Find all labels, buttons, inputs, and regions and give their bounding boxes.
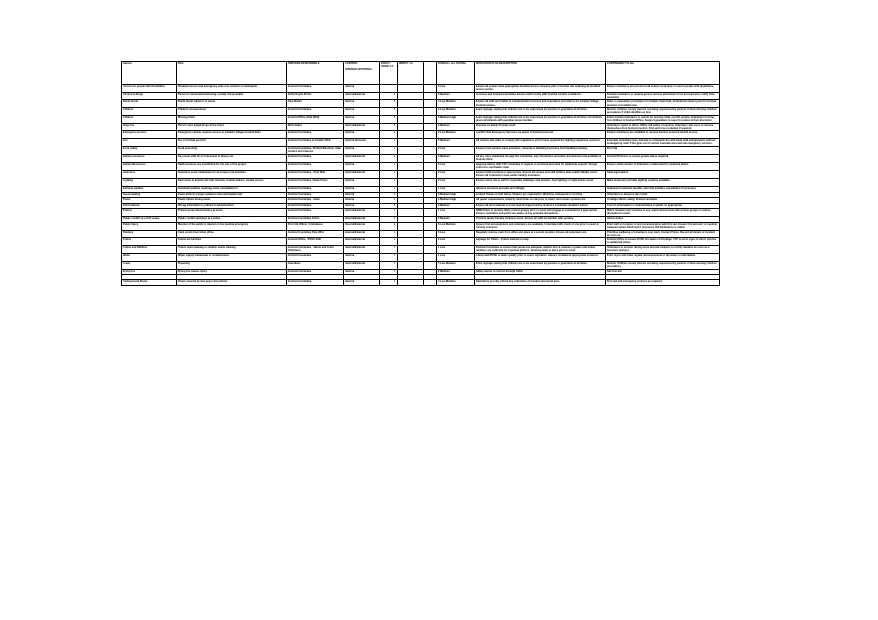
cell-risk: Fire in festival precinct [177, 139, 287, 147]
cell-risk: Wrong information is printed in advertisement [177, 203, 287, 209]
cell-impact [398, 100, 424, 107]
cell-control: Internal/External [344, 123, 380, 130]
cell-mitigation: Erect signage stating that children are to be supervised by parents or guardians at all times. [475, 262, 606, 269]
table-row [122, 155, 720, 163]
cell-contingency: Correct information is communicated to public as appropriate [606, 203, 720, 209]
cell-risk: Person is intoxicated and being socially irresponsible [177, 93, 287, 100]
table-row [122, 107, 720, 115]
cell-contingency: Erect signs and make regular announcements if tap water is undrinkable. [606, 254, 720, 262]
cell-overall-rating: 3 Low Medium [437, 107, 475, 115]
cell-likelihood: 1 [380, 139, 398, 147]
table-row [122, 163, 720, 171]
cell-persons-responsible: Festival Office (Pete Wild) [287, 115, 344, 123]
cell-contingency: Volunteers report to office. Office call police if required. Volunteers ask users to remove themselves from festival precinct. First aid to be contacted if required. [606, 123, 720, 130]
cell-spacer [424, 163, 437, 171]
cell-mitigation: NSW Police to monitor likely protest groups prior to event and engage in consultation if appropriate. Ensure committee and police are aware of any potential disruptions. [475, 209, 606, 217]
cell-risk: Toilets are blocked [177, 238, 287, 246]
cell-contingency: Volunteers to disperse the crowd. [606, 192, 720, 198]
cell-control: Internal/External [344, 246, 380, 254]
cell-persons-responsible: Festival Committee, Richard Bareham, Stall holders and Caterers [287, 147, 344, 155]
cell-contingency: Volunteers to monitor during event and ask cleaners to rectify situation as soon as it becomes obvious. [606, 246, 720, 254]
cell-contingency: Ensure small number of Volunteers unallocated for weekend duties. [606, 163, 720, 171]
cell-mitigation: Festival Committee to ensure that venue has adequate rubbish bins & cleaners in place and toilets numbers are sufficient for expected patrons. Cleaning team in place prior to event. [475, 246, 606, 254]
header-hazard: Hazard [122, 62, 177, 85]
cell-overall-rating: 1 Low [437, 254, 475, 262]
cell-hazard: Human resources [122, 155, 177, 163]
cell-persons-responsible: Festival Committee Pete Wild [287, 230, 344, 237]
cell-likelihood: 1 [380, 280, 398, 286]
cell-persons-responsible: Festival Committee [287, 163, 344, 171]
cell-spacer [424, 107, 437, 115]
cell-contingency: Seek legal advice. [606, 171, 720, 179]
cell-spacer [424, 115, 437, 123]
cell-risk: Emergency vehicle requires access to Candelo Village Festival Sites [177, 131, 287, 139]
cell-contingency: Make temporary portable lighting systems available. [606, 179, 720, 187]
cell-risk: Water supply inadequate or contaminated. [177, 254, 287, 262]
cell-persons-responsible: Festival Committee [287, 85, 344, 93]
cell-mitigation: Erect signage stating that children are to be supervised by parents or guardians at all times. All children given wristbands with guardian phone number [475, 115, 606, 123]
cell-spacer [424, 123, 437, 130]
cell-hazard: Children [122, 115, 177, 123]
cell-risk: Cash stolen from ticket office. [177, 230, 287, 237]
cell-impact [398, 131, 424, 139]
cell-persons-responsible: Festival Committee [287, 131, 344, 139]
cell-spacer [424, 93, 437, 100]
cell-control: Internal/External [344, 155, 380, 163]
cell-hazard: Underground Power [122, 280, 177, 286]
cell-overall-rating: 3 Medium High [437, 192, 475, 198]
cell-contingency: Match situation and continue in any useful discussions with protest groups to reduce disruption to event [606, 209, 720, 217]
cell-contingency: Monitor children closely that are not being supervised by parents. Follow missing children procedures if child identifies as lost. [606, 107, 720, 115]
cell-hazard: Public injury [122, 222, 177, 230]
cell-control: Internal [344, 163, 380, 171]
cell-contingency: Inform police [606, 217, 720, 223]
cell-likelihood [380, 85, 398, 93]
cell-persons-responsible: Festival Committee [287, 209, 344, 217]
table-row [122, 246, 720, 254]
cell-control: Internal [344, 85, 380, 93]
cell-contingency: Enlist festival volunteers to search for missing child, use PA system. Volunteers to bring lost children to Festival Office. Support guardians to report to police at their discretion. [606, 115, 720, 123]
cell-mitigation: Dial before you dig. Inform key volunteers of location and avoid area. [475, 280, 606, 286]
cell-persons-responsible: First Aid Officer / Ambulance [287, 222, 344, 230]
cell-mitigation: Ongoing liaison with CVF committee in regards to workload and need for additional support. Design event at a concluable scale. [475, 163, 606, 171]
cell-likelihood: 3 [380, 203, 398, 209]
cell-control: Internal [344, 269, 380, 275]
header-risk: Risk [177, 62, 287, 85]
cell-likelihood: 3 [380, 93, 398, 100]
cell-persons-responsible: Festival Committee [287, 269, 344, 275]
cell-overall-rating: 4 Low Medium [437, 280, 475, 286]
cell-overall-rating: 1 Low [437, 187, 475, 193]
cell-spacer [424, 230, 437, 237]
cell-risk: Public conflict develops at a venue [177, 217, 287, 223]
cell-risk: Bomb threat called in to venue [177, 100, 287, 107]
cell-likelihood: 1 [380, 163, 398, 171]
cell-control: Internal/External [344, 262, 380, 269]
cell-mitigation: Ensure entire site is well lit, especially walkways and hazards. Test lighting on night before event [475, 179, 606, 187]
cell-risk: Staff resources are insufficient for the size of the project [177, 163, 287, 171]
cell-risk: Power failure during event [177, 198, 287, 204]
cell-spacer [424, 246, 437, 254]
cell-spacer [424, 179, 437, 187]
header-mitigation: MITIGATION PLAN DESCRIPTION [475, 62, 606, 85]
cell-hazard: Fire [122, 139, 177, 147]
cell-hazard: Power [122, 198, 177, 204]
cell-likelihood: 1 [380, 254, 398, 262]
cell-mitigation: Ensure first aid equipment and volunteers are available. Undertake H&S check of site prior to event & remedy concerns. [475, 222, 606, 230]
cell-impact [398, 147, 424, 155]
cell-control: Internal [344, 147, 380, 155]
cell-spacer [424, 139, 437, 147]
cell-spacer [424, 280, 437, 286]
cell-persons-responsible: Emily Doyle/ Police [287, 93, 344, 100]
cell-hazard: Protest [122, 209, 177, 217]
cell-hazard: Toilets [122, 238, 177, 246]
cell-hazard: Overcrowding [122, 192, 177, 198]
cell-mitigation: Promote family friendly inclusive event. Ensure all staff are familiar with security [475, 217, 606, 223]
cell-hazard: Public conflict at a CVF venue [122, 217, 177, 223]
cell-persons-responsible: Festival Committee / Dean Purns [287, 179, 344, 187]
cell-likelihood: 2 [380, 198, 398, 204]
cell-hazard: Drag Use [122, 123, 177, 130]
table-row [122, 93, 720, 100]
table-row [122, 131, 720, 139]
table-row [122, 171, 720, 179]
cell-likelihood: 1 [380, 209, 398, 217]
cell-control: Internal [344, 198, 380, 204]
cell-hazard: Creek [122, 262, 177, 269]
cell-likelihood: 2 [380, 107, 398, 115]
cell-hazard: Water [122, 254, 177, 262]
table-row [122, 123, 720, 130]
header-likelihood: LIKELY- HOOD 1-5 [380, 62, 398, 85]
table-row [122, 179, 720, 187]
cell-overall-rating: 4 Low Medium [437, 100, 475, 107]
cell-persons-responsible: Festival Committee [287, 107, 344, 115]
cell-likelihood: 1 [380, 238, 398, 246]
cell-risk: Protest group demonstrates at event [177, 209, 287, 217]
table-row [122, 254, 720, 262]
cell-overall-rating: 2 Low [437, 147, 475, 155]
cell-overall-rating: 4 Medium [437, 155, 475, 163]
cell-likelihood: 1 [380, 187, 398, 193]
cell-spacer [424, 147, 437, 155]
cell-overall-rating: 2 Low [437, 171, 475, 179]
cell-mitigation: Observe forecasts and plan accordingly. [475, 187, 606, 193]
cell-impact [398, 222, 424, 230]
cell-overall-rating: 1 Low [437, 209, 475, 217]
cell-contingency: Prioritise wellbeing of volunteers over cash. Contact Police. Record all details of incident as soon as [606, 230, 720, 237]
cell-contingency: First aid and emergency services as required. [606, 280, 720, 286]
cell-risk: Dark areas in festival site hide hazards, trouble-makers, inmate access [177, 179, 287, 187]
cell-overall-rating: 3 Medium [437, 93, 475, 100]
cell-mitigation: Ensure food vendors have insurance. Volunteers handling food have food handling training. [475, 147, 606, 155]
cell-overall-rating: 3 Medium [437, 203, 475, 209]
cell-hazard: Children [122, 107, 177, 115]
table-row [122, 280, 720, 286]
cell-risk: Power severed by tent pegs/ star pickets [177, 280, 287, 286]
cell-control: Internal [344, 192, 380, 198]
cell-hazard: Robbery [122, 230, 177, 237]
cell-overall-rating: 3 Medium [437, 123, 475, 130]
cell-impact [398, 123, 424, 130]
header-spacer [424, 62, 437, 85]
cell-persons-responsible: Mick Oakes [287, 123, 344, 130]
cell-likelihood: 1 [380, 262, 398, 269]
cell-impact [398, 107, 424, 115]
cell-contingency: Implement inclement weather plan that includes cancellation if necessary [606, 187, 720, 193]
cell-risk: Inclement weather requiring event cancellation in [177, 187, 287, 193]
cell-control: Internal/External [344, 93, 380, 100]
cell-overall-rating: 3 Low Medium [437, 222, 475, 230]
cell-mitigation: Check with BVSC re water quality prior to event. Hydration stations installed at appropriate locations [475, 254, 606, 262]
cell-control: Internal [344, 100, 380, 107]
cell-hazard: Print material [122, 203, 177, 209]
cell-control: Internal [344, 115, 380, 123]
cell-overall-rating: 4 Medium High [437, 198, 475, 204]
cell-risk: Drowning [177, 262, 287, 269]
cell-spacer [424, 100, 437, 107]
cell-persons-responsible: Festival Committee & Candelo RFS [287, 139, 344, 147]
cell-impact [398, 139, 424, 147]
cell-impact [398, 209, 424, 217]
cell-risk: Children unsupervised [177, 107, 287, 115]
cell-contingency: Ensure volunteers are present at all venues at all times to assist people with disabilities. [606, 85, 720, 93]
table-row [122, 115, 720, 123]
cell-overall-rating: 2 Low [437, 179, 475, 187]
cell-persons-responsible: Festival Office - BVSC Staff [287, 238, 344, 246]
cell-control: Internal [344, 107, 380, 115]
risk-register-table [121, 61, 720, 286]
cell-impact [398, 93, 424, 100]
cell-hazard: Bomb threat [122, 100, 177, 107]
cell-control: Internal [344, 254, 380, 262]
cell-mitigation: Ensure CAB insurance is appropriate. Ensure all venues and stall holders have public liability cover. Ensure all contractors have public liability insurance. [475, 171, 606, 179]
table-row [122, 222, 720, 230]
cell-spacer [424, 131, 437, 139]
cell-control: Internal/External [344, 209, 380, 217]
cell-persons-responsible: Festival Committee [287, 187, 344, 193]
risk-register-sheet [121, 61, 719, 286]
cell-overall-rating: 2 Low Medium [437, 131, 475, 139]
cell-hazard: Insurance [122, 171, 177, 179]
cell-mitigation: Confirm that Emergency Services are aware of Festival prescint [475, 131, 606, 139]
cell-control: Internal/External [344, 238, 380, 246]
cell-impact [398, 85, 424, 93]
cell-persons-responsible: Sam Martin [287, 100, 344, 107]
cell-persons-responsible: Festival Committee [287, 192, 344, 198]
cell-mitigation: All key roles shadowed through the committee. Key information and plans documented and available at festival office. [475, 155, 606, 163]
cell-hazard: Human Resources [122, 163, 177, 171]
cell-persons-responsible: Festival Committee Police [287, 217, 344, 223]
cell-spacer [424, 254, 437, 262]
cell-control: Internal/External [344, 171, 380, 179]
cell-hazard: Emergency Access [122, 131, 177, 139]
cell-mitigation: All power requirements noted by electrician on site prior to event, and ensure systems are [475, 198, 606, 204]
cell-impact [398, 115, 424, 123]
cell-spacer [424, 171, 437, 179]
table-row [122, 100, 720, 107]
cell-likelihood: 1 [380, 147, 398, 155]
cell-persons-responsible: Festival Committee - Waste and Toilet Volunteers [287, 246, 344, 254]
cell-overall-rating: 5 Medium [437, 139, 475, 147]
cell-impact [398, 171, 424, 179]
cell-likelihood: 1 [380, 115, 398, 123]
cell-likelihood: 1 [380, 179, 398, 187]
header-control [344, 62, 380, 85]
table-row [122, 238, 720, 246]
cell-mitigation: Ensure all print material is proof-read and approved by at least 3 committee members before [475, 203, 606, 209]
cell-contingency: Evacuate immediate area. Attempt to extinguish fire with hand held extinguishers without endangering staff. If fire gets out of control evacuate area and call emergency services. [606, 139, 720, 147]
cell-control: Internal /External [344, 139, 380, 147]
cell-contingency: Refer to evacuation procedure for Candelo Town Hall. Centralised muster point for festival precinct on football oval. [606, 100, 720, 107]
cell-likelihood: 2 [380, 222, 398, 230]
header-control-label: CONTROL [345, 62, 358, 65]
cell-impact [398, 179, 424, 187]
cell-risk: Person seen illegal drugs at the event [177, 123, 287, 130]
cell-risk: Flying fox causes injury [177, 269, 287, 275]
cell-impact [398, 262, 424, 269]
cell-likelihood: 2 [380, 131, 398, 139]
cell-contingency: Festival Directors to assign people where required. [606, 155, 720, 163]
cell-hazard: Access for people with Disabilities [122, 85, 177, 93]
cell-mitigation: Erect signage stating that children are to be supervised by parents or guardians at all times. [475, 107, 606, 115]
cell-risk: Key event staff do not show due to illness etc. [177, 155, 287, 163]
cell-risk: Toilets need cleaning or rubbish needs clearing [177, 246, 287, 254]
cell-mitigation: Signage for Toilets - Toilets marked on map [475, 238, 606, 246]
cell-control: Internal [344, 187, 380, 193]
header-row [122, 62, 720, 85]
cell-risk: Member of the public is injured or has medical emergency [177, 222, 287, 230]
cell-mitigation: Regularly remove cash from office and place in a secure location. Ensure all volunteers are [475, 230, 606, 237]
cell-overall-rating: 1 Low [437, 246, 475, 254]
header-impact: IMPACT 1-5 [398, 62, 424, 85]
table-row [122, 262, 720, 269]
cell-contingency: See first aid [606, 269, 720, 275]
cell-hazard: Food safety [122, 147, 177, 155]
cell-persons-responsible: Festival Committee [287, 254, 344, 262]
header-overall-rating: OVERALL ALL RATING [437, 62, 475, 85]
header-contingency: CONTINGENCY PLAN [606, 62, 720, 85]
cell-control: Internal/External [344, 217, 380, 223]
cell-hazard: Alcohol & Drugs [122, 93, 177, 100]
table-row [122, 230, 720, 237]
cell-likelihood: 1 [380, 100, 398, 107]
cell-contingency: Festival Office to ensure BVSC are aware of blockage. CVF to erect signs to direct patrons to additional toilets. [606, 238, 720, 246]
cell-overall-rating: 5 Medium High [437, 115, 475, 123]
cell-spacer [424, 155, 437, 163]
cell-impact [398, 238, 424, 246]
cell-risk: Missing Child [177, 115, 287, 123]
cell-spacer [424, 209, 437, 217]
cell-persons-responsible: Guardians [287, 262, 344, 269]
cell-likelihood: 3 [380, 217, 398, 223]
cell-contingency: Monitor children closely that are not being supervised by parents. Follow missing children procedures [606, 262, 720, 269]
cell-mitigation: Licenses and Festival Committee Ensure staff comply with Festival Alcohol conditions. [475, 93, 606, 100]
cell-persons-responsible: Festival Committee [287, 280, 344, 286]
cell-likelihood: 1 [380, 123, 398, 130]
header-control-sub: INTERNAL/EXTERNAL [345, 68, 373, 72]
cell-mitigation: Ensure all staff are briefed of communication process and evacuation procedures for Candelo Village Festival venues. [475, 100, 606, 107]
cell-impact [398, 155, 424, 163]
risk-rows [122, 85, 720, 286]
cell-overall-rating: 2 Medium [437, 269, 475, 275]
cell-contingency: First Aid [606, 147, 720, 155]
cell-mitigation: Limited Tickets to Hall Venue. Require pre-registration. Minimise chokepoints in festival [475, 192, 606, 198]
cell-contingency: If outage affects safety, festival cancelled [606, 198, 720, 204]
cell-overall-rating: 3 Low [437, 85, 475, 93]
cell-likelihood: 1 [380, 246, 398, 254]
cell-persons-responsible: Festival Committee [287, 155, 344, 163]
cell-risk: Disabled access and emergency exits non-existent or inadequate [177, 85, 287, 93]
cell-impact [398, 163, 424, 171]
cell-overall-rating: 3 Low [437, 230, 475, 237]
cell-mitigation: Promote as family friendly event. [475, 123, 606, 130]
cell-control: Internal [344, 179, 380, 187]
cell-hazard: Extreme weather [122, 187, 177, 193]
cell-likelihood: 2 [380, 155, 398, 163]
cell-contingency: Festival volunteers to request person remove themselves from licensed area, notify Jase, and enlist [606, 93, 720, 100]
cell-spacer [424, 238, 437, 246]
cell-overall-rating: 3 Medium [437, 217, 475, 223]
cell-impact [398, 280, 424, 286]
cell-persons-responsible: Festival Committee [287, 203, 344, 209]
cell-hazard: Toilets and Rubbish [122, 246, 177, 254]
cell-control: Internal [344, 280, 380, 286]
cell-risk: Food poisoning [177, 147, 287, 155]
cell-risk: Insurance cover inadequate for all venues and activities. [177, 171, 287, 179]
cell-control: Internal/External [344, 222, 380, 230]
cell-persons-responsible: Festival Committee - Pete Wild [287, 171, 344, 179]
cell-overall-rating: 5 Low Medium [437, 262, 475, 269]
cell-likelihood: 1 [380, 230, 398, 237]
cell-overall-rating: 2 Low [437, 238, 475, 246]
table-row [122, 139, 720, 147]
table-row [122, 209, 720, 217]
cell-overall-rating: 3 Low [437, 163, 475, 171]
cell-hazard: Lighting [122, 179, 177, 187]
cell-spacer [424, 222, 437, 230]
cell-control: Internal/External [344, 230, 380, 237]
table-row [122, 85, 720, 93]
cell-impact [398, 230, 424, 237]
cell-control: Internal [344, 203, 380, 209]
cell-spacer [424, 85, 437, 93]
cell-hazard: Flying fox [122, 269, 177, 275]
cell-impact [398, 254, 424, 262]
cell-contingency: Ensure volunteers are available to remove barriers & assist vehicle access. [606, 131, 720, 139]
header-persons-responsible: PERSONS RESPONSIBLE [287, 62, 344, 85]
table-row [122, 147, 720, 155]
cell-control: Internal [344, 131, 380, 139]
cell-risk: Event attracts a larger audience than anticipated and [177, 192, 287, 198]
cell-likelihood: 2 [380, 269, 398, 275]
cell-persons-responsible: Festival Committee - Dean [287, 198, 344, 204]
cell-mitigation: Ensure all venues have appropriate disabled access. Develop plan of festival site outlining all disabled access points. [475, 85, 606, 93]
cell-likelihood: 3 [380, 192, 398, 198]
cell-likelihood: 1 [380, 171, 398, 179]
cell-spacer [424, 262, 437, 269]
cell-mitigation: Saftey barrier to restrict through traffic [475, 269, 606, 275]
cell-mitigation: All venues and stalls to comply with regulations and to have required fire-fighting equipment serviced [475, 139, 606, 147]
cell-impact [398, 246, 424, 254]
cell-contingency: Brief staff on location of and communication with first aid. Ensure first aid and / or medical treatment given ASAP and if necessary 000 Ambulance is called. [606, 222, 720, 230]
